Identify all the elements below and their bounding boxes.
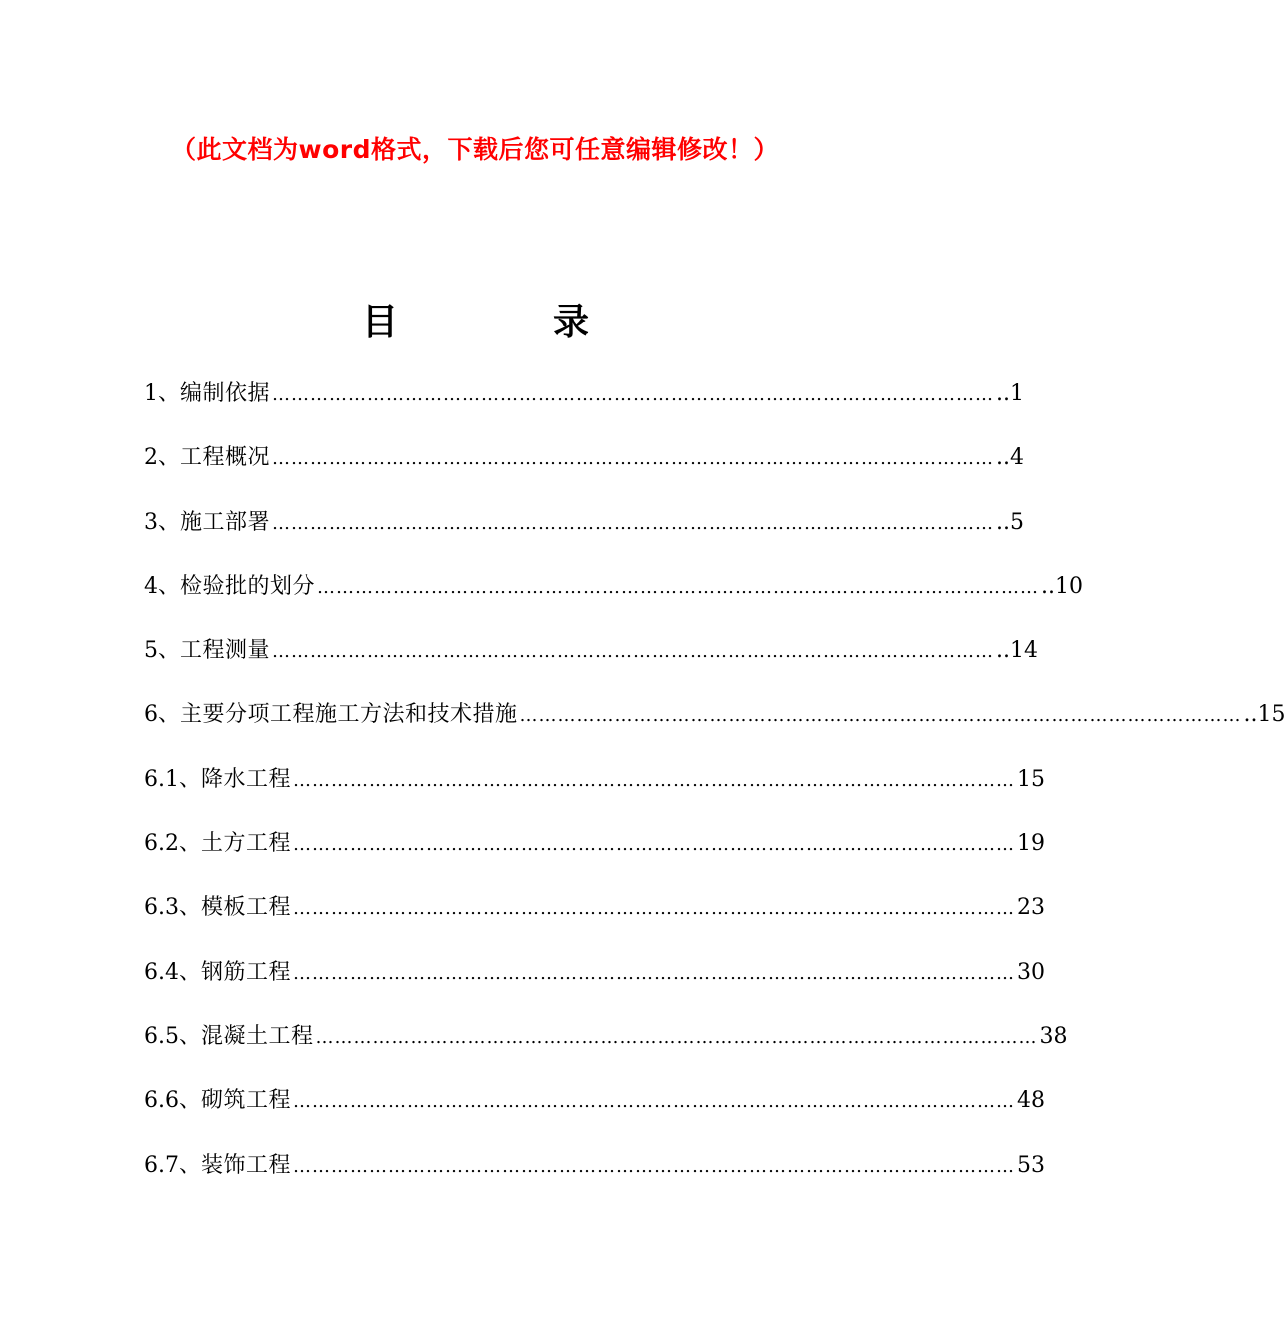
toc-entry[interactable] xyxy=(144,438,1024,502)
toc-entry-number: 6.1、 xyxy=(144,766,201,792)
toc-leader: …………………………………………………………………………………………………… xyxy=(272,512,995,534)
toc-entry-label: 混凝土工程 xyxy=(201,1023,314,1049)
toc-entry-page: ..1 xyxy=(996,381,1024,406)
toc-entry[interactable] xyxy=(144,1017,1068,1081)
toc-entry-page: 23 xyxy=(1017,895,1046,921)
toc-entry-number: 6.5、 xyxy=(144,1023,201,1049)
toc-entry-number: 2、 xyxy=(144,445,180,471)
toc-leader: …………………………………………………………………………………………………… xyxy=(293,834,1016,856)
toc-leader: …………………………………………………………………………………………………… xyxy=(293,1155,1016,1177)
toc-leader: …………………………………………………………………………………………………… xyxy=(293,962,1016,984)
toc-entry-label: 编制依据 xyxy=(180,381,271,406)
toc-entry-label: 钢筋工程 xyxy=(201,959,292,985)
toc-entry[interactable] xyxy=(144,695,1286,759)
toc-leader: …………………………………………………………………………………………………… xyxy=(293,769,1016,791)
toc-entry-label: 降水工程 xyxy=(201,766,292,792)
toc-entry-number: 6、 xyxy=(144,702,180,728)
toc-entry[interactable] xyxy=(144,374,1024,438)
toc-entry-label: 模板工程 xyxy=(201,895,292,921)
toc-leader: …………………………………………………………………………………………………… xyxy=(272,448,995,470)
toc-leader: …………………………………………………………………………………………………… xyxy=(272,384,995,405)
toc-entry[interactable] xyxy=(144,888,1046,952)
toc-entry[interactable] xyxy=(144,1081,1046,1145)
toc-entry-number: 6.6、 xyxy=(144,1088,201,1114)
toc-leader: …………………………………………………………………………………………………… xyxy=(519,705,1242,727)
toc-title xyxy=(0,300,950,344)
toc-entry-number: 1、 xyxy=(144,381,180,406)
toc-entry[interactable] xyxy=(144,567,1083,631)
toc-entry-page: ..15 xyxy=(1243,702,1286,728)
toc-title-left: 目 xyxy=(362,301,399,343)
toc-entry-page: 38 xyxy=(1039,1023,1068,1049)
toc-entry-number: 5、 xyxy=(144,638,180,664)
toc-entry-number: 6.4、 xyxy=(144,959,201,985)
toc-entry-number: 6.2、 xyxy=(144,831,201,857)
toc-entry[interactable] xyxy=(144,953,1046,1017)
toc-entry-page: ..10 xyxy=(1041,573,1083,599)
toc-entry-label: 施工部署 xyxy=(180,509,271,535)
toc-entry[interactable] xyxy=(144,824,1046,888)
toc-entry-label: 砌筑工程 xyxy=(201,1088,292,1114)
toc-leader: …………………………………………………………………………………………………… xyxy=(272,641,995,663)
table-of-contents xyxy=(144,374,1286,1210)
toc-entry-number: 4、 xyxy=(144,573,180,599)
toc-entry-page: 48 xyxy=(1017,1088,1046,1114)
toc-entry-page: 30 xyxy=(1017,959,1046,985)
toc-entry-label: 工程测量 xyxy=(180,638,271,664)
toc-entry-page: 15 xyxy=(1017,766,1046,792)
toc-entry-number: 6.7、 xyxy=(144,1152,201,1178)
toc-entry-label: 土方工程 xyxy=(201,831,292,857)
toc-entry-label: 检验批的划分 xyxy=(180,573,316,599)
toc-entry[interactable] xyxy=(144,760,1046,824)
toc-entry[interactable] xyxy=(144,1146,1046,1210)
toc-entry-page: ..14 xyxy=(996,638,1038,664)
toc-entry-number: 6.3、 xyxy=(144,895,201,921)
toc-leader: …………………………………………………………………………………………………… xyxy=(293,898,1016,920)
toc-entry-page: ..5 xyxy=(996,509,1024,535)
toc-title-right: 录 xyxy=(553,301,590,343)
toc-leader: …………………………………………………………………………………………………… xyxy=(315,1026,1038,1048)
toc-entry[interactable] xyxy=(144,503,1024,567)
toc-entry-page: ..4 xyxy=(996,445,1024,471)
toc-leader: …………………………………………………………………………………………………… xyxy=(317,576,1040,598)
toc-entry[interactable] xyxy=(144,631,1038,695)
toc-entry-page: 19 xyxy=(1017,831,1046,857)
toc-entry-label: 装饰工程 xyxy=(201,1152,292,1178)
toc-entry-number: 3、 xyxy=(144,509,180,535)
toc-entry-page: 53 xyxy=(1017,1152,1046,1178)
toc-entry-label: 工程概况 xyxy=(180,445,271,471)
toc-leader: …………………………………………………………………………………………………… xyxy=(293,1091,1016,1113)
toc-entry-label: 主要分项工程施工方法和技术措施 xyxy=(180,702,518,728)
download-notice: （此文档为word格式，下载后您可任意编辑修改！） xyxy=(171,135,779,164)
